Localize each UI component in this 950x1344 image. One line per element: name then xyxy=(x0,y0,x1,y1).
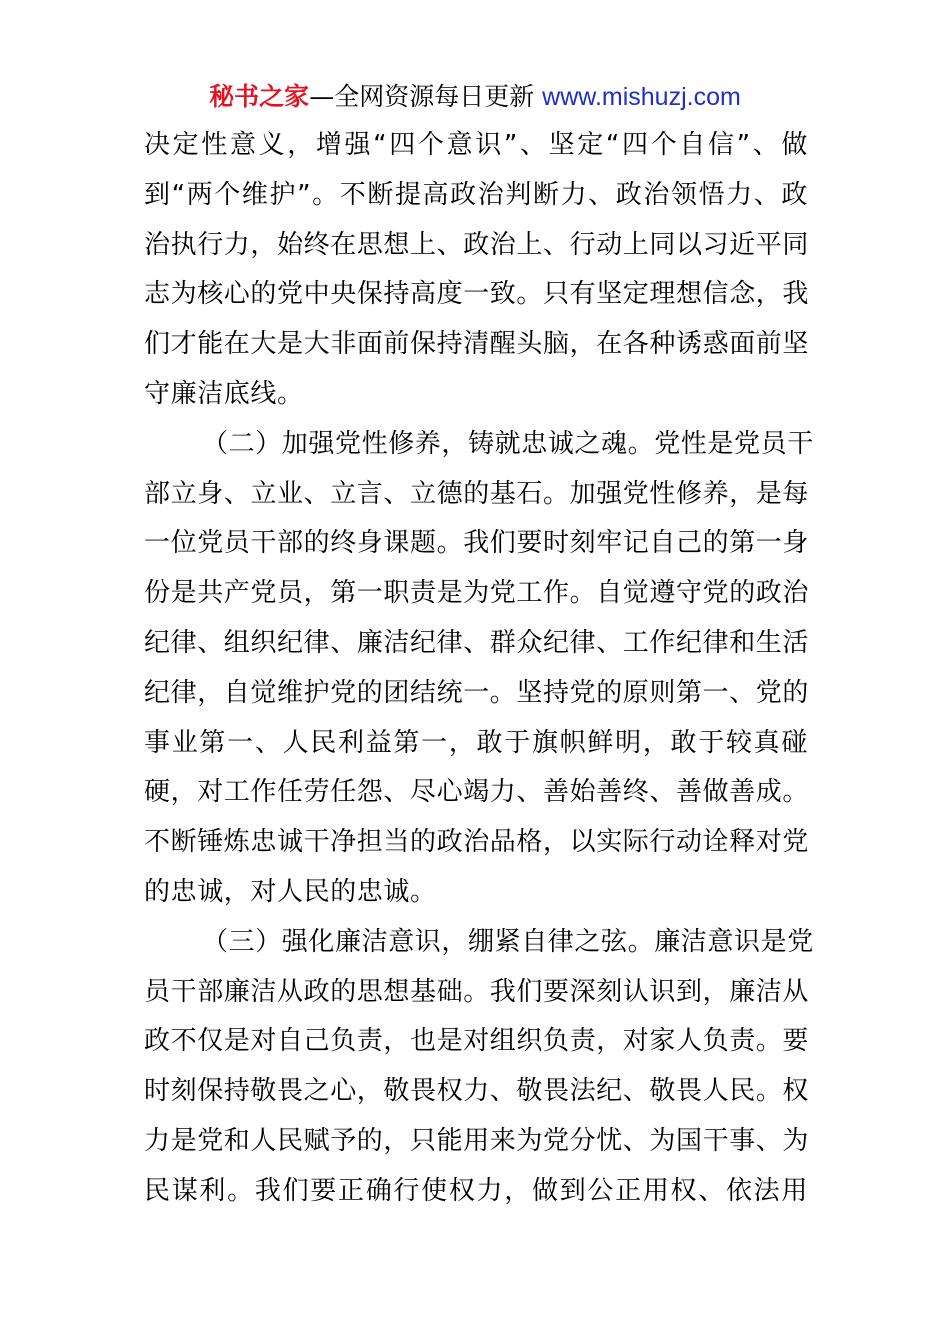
text-line: 纪律，自觉维护党的团结统一。坚持党的原则第一、党的 xyxy=(144,677,810,708)
text-line: 力是党和人民赋予的，只能用来为党分忧、为国干事、为 xyxy=(144,1125,810,1156)
text-line: 们才能在大是大非面前保持清醒头脑，在各种诱惑面前坚 xyxy=(144,329,810,360)
text-line: 一位党员干部的终身课题。我们要时刻牢记自己的第一身 xyxy=(144,528,810,559)
text-line: 到“两个维护”。不断提高政治判断力、政治领悟力、政 xyxy=(144,179,808,210)
site-header xyxy=(0,80,950,114)
text-line: 治执行力，始终在思想上、政治上、行动上同以习近平同 xyxy=(144,229,810,260)
text-line: 事业第一、人民利益第一，敢于旗帜鲜明，敢于较真碰 xyxy=(144,727,808,758)
text-line: 民谋利。我们要正确行使权力，做到公正用权、依法用 xyxy=(144,1175,808,1206)
text-line: 政不仅是对自己负责，也是对组织负责，对家人负责。要 xyxy=(144,1026,810,1057)
paragraph-heading-line: （三）强化廉洁意识，绷紧自律之弦。廉洁意识是党 xyxy=(202,926,814,957)
site-brand: 秘书之家 xyxy=(209,82,310,111)
text-line: 不断锤炼忠诚干净担当的政治品格，以实际行动诠释对党 xyxy=(144,827,810,858)
text-line: 部立身、立业、立言、立德的基石。加强党性修养，是每 xyxy=(144,478,810,509)
text-line-paragraph-end: 的忠诚，对人民的忠诚。 xyxy=(144,876,437,907)
text-line: 时刻保持敬畏之心，敬畏权力、敬畏法纪、敬畏人民。权 xyxy=(144,1076,810,1107)
text-line: 决定性意义，增强“四个意识”、坚定“四个自信”、做 xyxy=(144,130,808,160)
text-line: 志为核心的党中央保持高度一致。只有坚定理想信念，我 xyxy=(144,279,810,310)
text-line: 硬，对工作任劳任怨、尽心竭力、善始善终、善做善成。 xyxy=(144,777,810,808)
text-line: 员干部廉洁从政的思想基础。我们要深刻认识到，廉洁从 xyxy=(144,976,810,1007)
site-url-link[interactable]: www.mishuzj.com xyxy=(542,83,741,111)
document-body xyxy=(144,121,814,1217)
text-line: 纪律、组织纪律、廉洁纪律、群众纪律、工作纪律和生活 xyxy=(144,627,810,658)
paragraph-heading-line: （二）加强党性修养，铸就忠诚之魂。党性是党员干 xyxy=(202,428,814,459)
site-slogan: —全网资源每日更新 xyxy=(309,82,535,111)
text-line: 份是共产党员，第一职责是为党工作。自觉遵守党的政治 xyxy=(144,578,810,609)
text-line-paragraph-end: 守廉洁底线。 xyxy=(144,378,304,409)
